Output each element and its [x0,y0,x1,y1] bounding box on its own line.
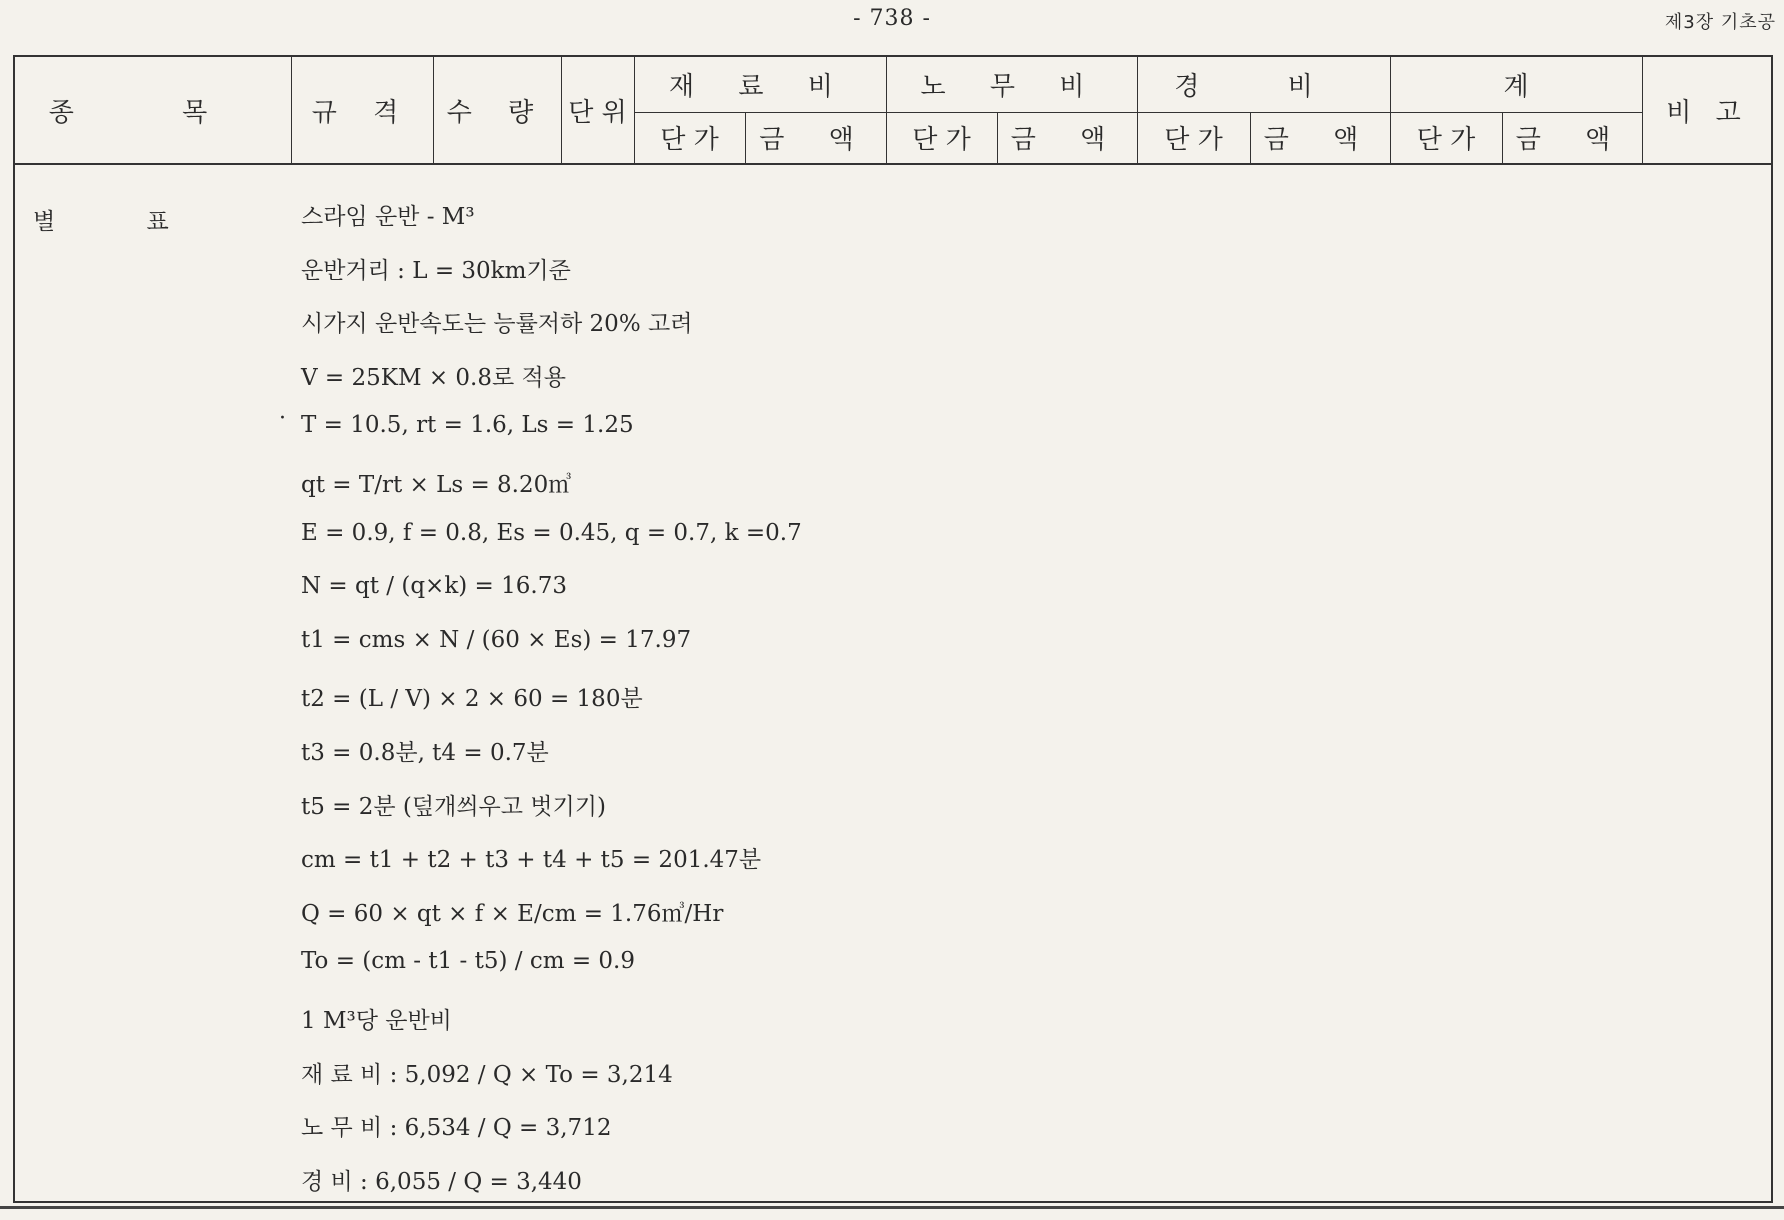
header-expense: 경 비 [1174,72,1353,102]
calc-line: t3 = 0.8분, t4 = 0.7분 [301,740,549,766]
calc-line: 재 료 비 : 5,092 / Q × To = 3,214 [301,1061,673,1088]
calc-line: 스라임 운반 - M³ [301,204,475,230]
header-unit: 단 위 [568,97,627,128]
calc-line: V = 25KM × 0.8로 적용 [301,364,566,391]
calc-line: 운반거리 : L = 30km기준 [301,257,571,284]
header-total-unit-price: 단 가 [1416,125,1476,155]
calc-line: t5 = 2분 (덮개씌우고 벗기기) [301,793,606,820]
header-total-amount: 금 액 [1515,125,1629,155]
chapter-title: 제3장 기초공 [1664,12,1776,33]
header-spec: 규 격 [311,97,413,128]
calc-line: T = 10.5, rt = 1.6, Ls = 1.25 [301,412,634,439]
calc-line: 노 무 비 : 6,534 / Q = 3,712 [301,1115,612,1142]
header-material: 재 료 비 [669,72,851,102]
cost-table [13,55,1773,1203]
calc-line: E = 0.9, f = 0.8, Es = 0.45, q = 0.7, k =0.7 [301,519,802,546]
header-labor-unit-price: 단 가 [912,125,971,155]
margin-dot: · [279,406,286,431]
header-material-unit-price: 단 가 [660,125,719,155]
header-labor: 노 무 비 [920,72,1103,102]
calc-line: Q = 60 × qt × f × E/cm = 1.76㎥/Hr [301,900,724,927]
table-header [15,57,1771,165]
header-expense-unit-price: 단 가 [1164,125,1223,155]
page-number: - 738 - [853,6,931,31]
header-labor-amount: 금 액 [1010,125,1124,155]
header-total: 계 [1503,72,1529,102]
calc-line: 1 M³당 운반비 [301,1008,452,1034]
calc-line: cm = t1 + t2 + t3 + t4 + t5 = 201.47분 [301,847,762,874]
row-label: 별 표 [33,209,211,235]
calc-line: 시가지 운반속도는 능률저하 20% 고려 [301,311,693,338]
header-expense-amount: 금 액 [1263,125,1377,155]
header-remarks: 비 고 [1666,97,1749,128]
header-quantity: 수 량 [446,97,548,128]
calc-line: N = qt / (q×k) = 16.73 [301,573,567,600]
calc-line: 경 비 : 6,055 / Q = 3,440 [301,1168,582,1195]
page-bottom-rule [0,1206,1784,1209]
calc-line: t2 = (L / V) × 2 × 60 = 180분 [301,686,643,713]
calc-line: t1 = cms × N / (60 × Es) = 17.97 [301,626,692,653]
header-item: 종 목 [48,97,258,128]
header-material-amount: 금 액 [759,125,872,155]
calc-line: To = (cm - t1 - t5) / cm = 0.9 [301,948,636,975]
calc-line: qt = T/rt × Ls = 8.20㎥ [301,472,572,498]
